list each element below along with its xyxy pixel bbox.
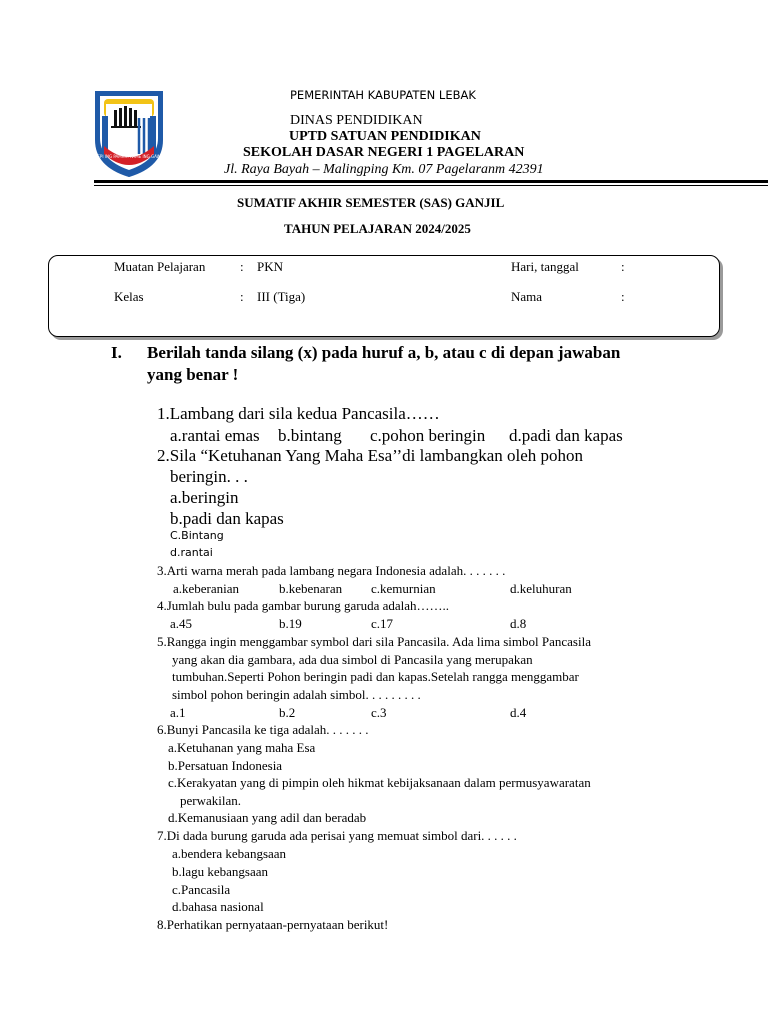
question-2-text-line1: 2.Sila “Ketuhanan Yang Maha Esa’’di lambangkan oleh pohon xyxy=(157,446,584,465)
class-colon: : xyxy=(240,289,244,304)
unit-name: UPTD SATUAN PENDIDIKAN xyxy=(289,129,481,144)
question-3-option-c: c.kemurnian xyxy=(371,581,436,596)
question-5-text-line1: 5.Rangga ingin menggambar symbol dari sila Pancasila. Ada lima simbol Pancasila xyxy=(157,634,591,649)
section-number: I. xyxy=(111,343,122,362)
question-1-option-b: b.bintang xyxy=(278,426,342,445)
question-4-option-c: c.17 xyxy=(371,616,394,631)
question-6-text: 6.Bunyi Pancasila ke tiga adalah. . . . . . . xyxy=(157,722,369,737)
section-instruction-line2: yang benar ! xyxy=(147,365,239,384)
question-2-option-b: b.padi dan kapas xyxy=(170,509,284,528)
subject-colon: : xyxy=(240,259,244,274)
question-6-option-d: d.Kemanusiaan yang adil dan beradab xyxy=(168,810,367,825)
question-7-text: 7.Di dada burung garuda ada perisai yang memuat simbol dari. . . . . . xyxy=(157,828,517,843)
question-4-option-d: d.8 xyxy=(510,616,527,631)
question-8-text: 8.Perhatikan pernyataan-pernyataan berikut! xyxy=(157,917,389,932)
subject-label: Muatan Pelajaran xyxy=(114,259,206,274)
class-label: Kelas xyxy=(114,289,144,304)
question-5-option-d: d.4 xyxy=(510,705,527,720)
question-1-option-a: a.rantai emas xyxy=(170,426,260,445)
section-instruction-line1: Berilah tanda silang (x) pada huruf a, b, atau c di depan jawaban xyxy=(147,343,621,362)
question-2-text-line2: beringin. . . xyxy=(170,467,248,486)
question-7-option-a: a.bendera kebangsaan xyxy=(172,846,287,861)
question-5-text-line3: tumbuhan.Seperti Pohon beringin padi dan kapas.Setelah rangga menggambar xyxy=(172,669,579,684)
government-name: PEMERINTAH KABUPATEN LEBAK xyxy=(290,88,476,102)
question-1-option-d: d.padi dan kapas xyxy=(509,426,623,445)
question-7-option-d: d.bahasa nasional xyxy=(172,899,264,914)
subject-value: PKN xyxy=(257,259,284,274)
exam-title: SUMATIF AKHIR SEMESTER (SAS) GANJIL xyxy=(237,195,505,210)
question-3-text: 3.Arti warna merah pada lambang negara Indonesia adalah. . . . . . . xyxy=(157,563,506,578)
question-1-text: 1.Lambang dari sila kedua Pancasila…… xyxy=(157,404,440,423)
question-6-option-c-line1: c.Kerakyatan yang di pimpin oleh hikmat kebijaksanaan dalam permusyawaratan xyxy=(168,775,591,790)
name-colon: : xyxy=(621,289,625,304)
question-5-option-c: c.3 xyxy=(371,705,387,720)
question-3-option-d: d.keluhuran xyxy=(510,581,572,596)
letterhead-rule-thick xyxy=(94,180,768,183)
question-2-option-a: a.beringin xyxy=(170,488,239,507)
question-5-option-b: b.2 xyxy=(279,705,296,720)
question-2-option-c: C.Bintang xyxy=(170,529,224,542)
question-6-option-c-line2: perwakilan. xyxy=(180,793,242,808)
name-label: Nama xyxy=(511,289,543,304)
question-3-option-b: b.kebenaran xyxy=(279,581,343,596)
logo-motto: SEPI ING PAMRIH RAME ING GAWE xyxy=(94,154,164,159)
question-5-option-a: a.1 xyxy=(170,705,186,720)
department-name: DINAS PENDIDIKAN xyxy=(290,113,423,128)
question-4-text: 4.Jumlah bulu pada gambar burung garuda adalah…….. xyxy=(157,598,450,613)
class-value: III (Tiga) xyxy=(257,289,306,304)
question-7-option-c: c.Pancasila xyxy=(172,882,231,897)
question-2-option-d: d.rantai xyxy=(170,546,213,559)
letterhead-rule-thin xyxy=(94,185,768,186)
question-7-option-b: b.lagu kebangsaan xyxy=(172,864,269,879)
question-3-option-a: a.keberanian xyxy=(173,581,240,596)
school-address: Jl. Raya Bayah – Malingping Km. 07 Pagelaranm 42391 xyxy=(224,162,544,177)
question-6-option-a: a.Ketuhanan yang maha Esa xyxy=(168,740,316,755)
day-date-label: Hari, tanggal xyxy=(511,259,579,274)
question-4-option-a: a.45 xyxy=(170,616,193,631)
question-1-option-c: c.pohon beringin xyxy=(370,426,486,445)
question-4-option-b: b.19 xyxy=(279,616,302,631)
day-date-colon: : xyxy=(621,259,625,274)
school-name: SEKOLAH DASAR NEGERI 1 PAGELARAN xyxy=(243,145,525,160)
question-5-text-line2: yang akan dia gambara, ada dua simbol di Pancasila yang merupakan xyxy=(172,652,533,667)
exam-year: TAHUN PELAJARAN 2024/2025 xyxy=(284,221,471,236)
question-5-text-line4: simbol pohon beringin adalah simbol. . . . . . . . . xyxy=(172,687,421,702)
school-logo-emblem xyxy=(94,88,164,178)
question-6-option-b: b.Persatuan Indonesia xyxy=(168,758,283,773)
